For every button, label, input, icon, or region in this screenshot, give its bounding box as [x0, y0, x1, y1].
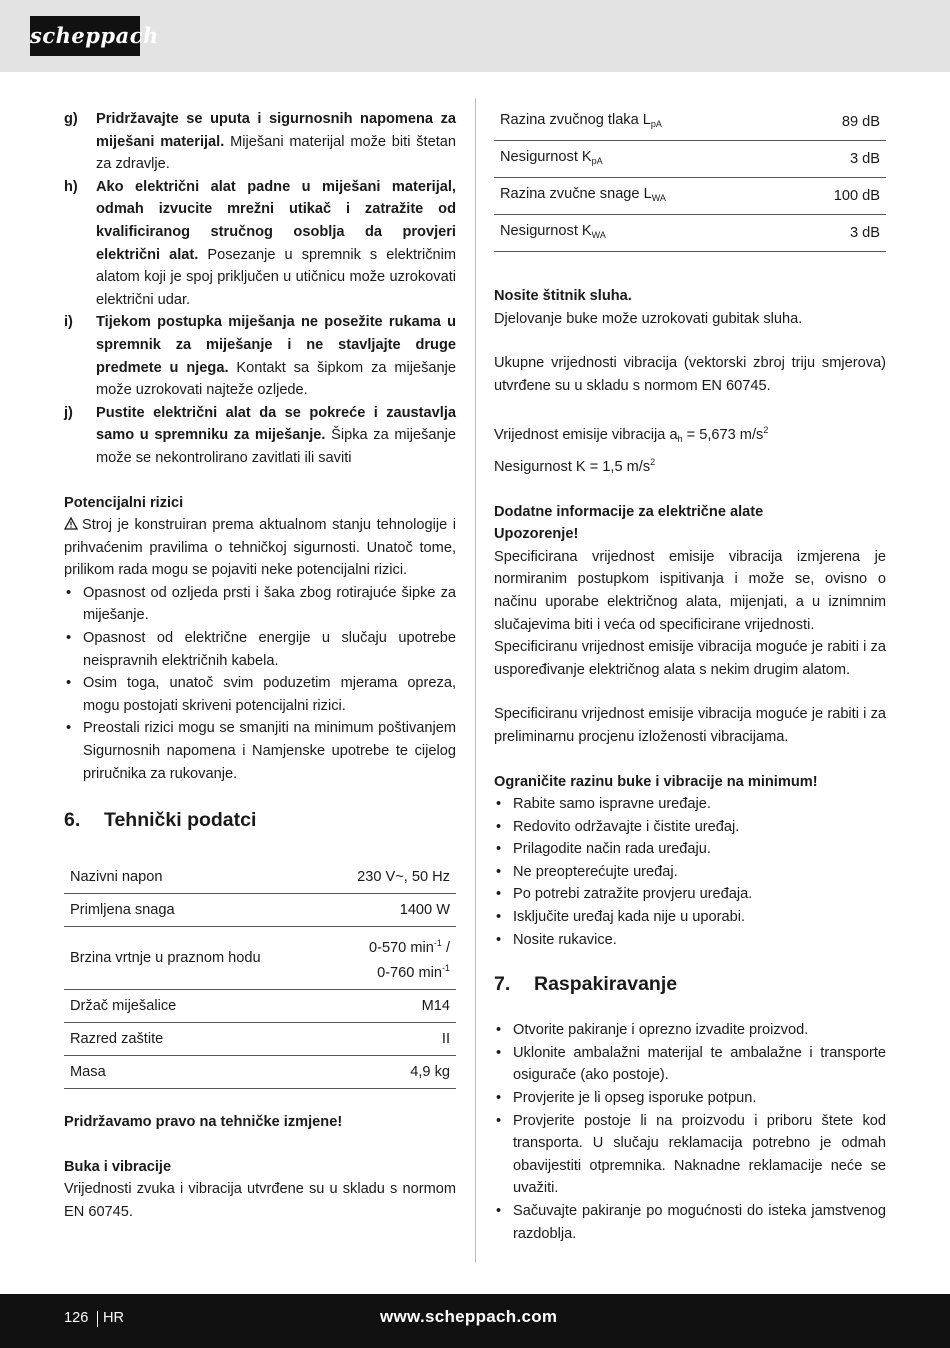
- noise-heading: Buka i vibracije: [64, 1158, 172, 1175]
- risks-heading: Potencijalni rizici: [64, 494, 184, 511]
- spec-label: Masa: [64, 1056, 322, 1089]
- sound-label: Nesigurnost $K_{pA}$: [494, 141, 789, 178]
- section-number: 6.: [64, 809, 81, 832]
- item-bold-text: Pustite električni alat da se pokreće i zaustavlja samo u spremniku za miješanje.: [96, 404, 456, 444]
- spec-value: 1400 W: [322, 894, 456, 927]
- spec-label: Brzina vrtnje u praznom hodu: [64, 927, 322, 990]
- hearing-protection-heading: Nosite štitnik sluha.: [494, 288, 632, 304]
- item-text: Posezanje u spremnik s električnim alatom koji je spoj priključen u utičnicu može uzrokovati električni udar.: [96, 246, 457, 308]
- list-item: • Po potrebi zatražite provjeru uređaja.: [494, 883, 886, 906]
- subscript: pA: [650, 119, 662, 129]
- sound-label: Nesigurnost $K_{WA}$: [494, 215, 789, 252]
- speed-value-2: 0-760 min: [377, 965, 442, 982]
- instruction-g: [64, 108, 456, 176]
- list-item: • Osim toga, unatoč svim poduzetim mjerama opreza, mogu postojati skriveni potencijalni rizici.: [64, 672, 456, 717]
- spec-label: Nazivni napon: [64, 861, 322, 894]
- unit-exponent: -1: [433, 938, 442, 949]
- noise-text: Vrijednosti zvuka i vibracija utvrđene su u skladu s normom EN 60745.: [64, 1181, 456, 1220]
- sound-value: 100 dB: [789, 178, 886, 215]
- item-bold-text: Pridržavajte se uputa i sigurnosnih napomena za miješani materijal.: [96, 111, 456, 150]
- reserve-notice: Pridržavamo pravo na tehničke izmjene!: [64, 1114, 343, 1131]
- table-row: [64, 990, 456, 1023]
- item-bold-text: Ako električni alat padne u miješani materijal, odmah izvucite mrežni utikač i zatražite od kvalificiranog stručnog osoblja da provjeri električni alat.: [96, 178, 456, 263]
- list-item: • Nosite rukavice.: [494, 929, 886, 952]
- item-text: Miješani materijal može biti štetan za zdravlje.: [96, 133, 456, 173]
- list-item: • Provjerite je li opseg isporuke potpun.: [494, 1087, 886, 1110]
- limit-heading: Ograničite razinu buke i vibracije na minimum!: [494, 773, 818, 790]
- list-item: • Ne preopterećujte uređaj.: [494, 861, 886, 884]
- list-item: • Opasnost od ozljeda prsti i šaka zbog rotirajuće šipke za miješanje.: [64, 582, 456, 627]
- speed-value-1: 0-570 min: [368, 940, 434, 957]
- warning-label: Upozorenje!: [494, 526, 579, 543]
- extra-paragraph-2: Specificiranu vrijednost emisije vibracija moguće je rabiti i za uspoređivanje električnog alata s nekim drugim alatom.: [494, 639, 886, 678]
- spec-value: II: [322, 1023, 456, 1056]
- risks-list: [64, 582, 456, 785]
- sound-value: 3 dB: [789, 215, 886, 252]
- table-row: [64, 927, 456, 990]
- section-title: Raspakiravanje: [534, 973, 678, 996]
- extra-info-heading: Dodatne informacije za električne alate: [494, 503, 764, 520]
- table-row: [494, 215, 886, 252]
- subscript: pA: [591, 156, 603, 166]
- unit-exponent: -1: [441, 963, 450, 974]
- item-text: Kontakt sa šipkom za miješanje može uzrokovati najteže ozljede.: [96, 359, 456, 399]
- separator: /: [441, 940, 450, 957]
- table-row: [64, 1023, 456, 1056]
- risks-intro: [64, 514, 456, 582]
- limit-list: [494, 793, 886, 951]
- table-row: [64, 861, 456, 894]
- extra-paragraph-1: Specificirana vrijednost emisije vibracija izmjerena je normiranim postupkom ispitivanja i može se, ovisno o načinu uporabe električnog alata, mijenjati, a u iznimnim slučajevima biti i veća od specificirane vrijednosti.: [494, 548, 886, 633]
- extra-paragraph-3: Specificiranu vrijednost emisije vibracija moguće je rabiti i za preliminarnu procjenu izloženosti vibracijama.: [494, 706, 886, 745]
- hearing-text: Djelovanje buke može uzrokovati gubitak sluha.: [494, 310, 803, 327]
- list-item: • Redovito održavajte i čistite uređaj.: [494, 816, 886, 839]
- item-label: g): [64, 111, 78, 127]
- item-label: h): [64, 178, 78, 195]
- table-row: [64, 1056, 456, 1089]
- spec-label: Primljena snaga: [64, 894, 322, 927]
- risks-intro-text: Stroj je konstruiran prema aktualnom stanju tehnologije i prihvaćenim pravilima o tehničkoj sigurnosti. Unatoč tome, prilikom rada mogu se pojaviti neke potencijalni rizici.: [64, 517, 456, 579]
- section-number: 7.: [494, 973, 511, 996]
- item-label: j): [64, 404, 73, 421]
- instruction-h: [64, 176, 456, 312]
- instruction-j: [64, 402, 456, 470]
- item-bold-text: Tijekom postupka miješanja ne posežite rukama u spremnik za miješanje i ne stavljajte druge predmete u njega.: [96, 314, 456, 376]
- sound-value: 89 dB: [789, 104, 886, 141]
- instruction-i: [64, 311, 456, 401]
- page-number: 126: [64, 1310, 89, 1326]
- section-6-heading: [64, 807, 456, 833]
- page-footer: [0, 1294, 950, 1348]
- list-item: • Preostali rizici mogu se smanjiti na minimum poštivanjem Sigurnosnih napomena i Namjenske upotrebe te cijelog priručnika za rukovanje.: [64, 717, 456, 785]
- list-item: • Rabite samo ispravne uređaje.: [494, 793, 886, 816]
- page-header: [0, 0, 950, 72]
- right-column: [494, 104, 886, 1245]
- list-item: • Isključite uređaj kada nije u uporabi.: [494, 906, 886, 929]
- warning-triangle-icon: [64, 517, 78, 530]
- item-label: i): [64, 314, 73, 331]
- table-row: [494, 104, 886, 141]
- vibration-uncertainty: Nesigurnost K = 1,5 $m/s^2$: [494, 456, 656, 475]
- vibration-total: Ukupne vrijednosti vibracija (vektorski zbroj triju smjerova) utvrđene su u skladu s normom EN 60745.: [494, 355, 886, 394]
- section-title: Tehnički podatci: [104, 809, 257, 832]
- spec-value: 230 V~, 50 Hz: [322, 861, 456, 894]
- item-text: Šipka za miješanje može se nekontrolirano zavitlati ili saviti: [96, 427, 457, 466]
- table-row: [494, 141, 886, 178]
- sound-label: Razina zvučnog tlaka $L_{pA}$: [494, 104, 789, 141]
- subscript: WA: [651, 193, 666, 203]
- sound-value: 3 dB: [789, 141, 886, 178]
- list-item: • Prilagodite način rada uređaju.: [494, 838, 886, 861]
- vibration-emission: Vrijednost emisije vibracija $a_h = 5,673$ $m/s^2$: [494, 425, 769, 445]
- unpack-list: [494, 1019, 886, 1245]
- spec-label: Razred zaštite: [64, 1023, 322, 1056]
- subscript: WA: [591, 230, 606, 240]
- list-item: • Sačuvajte pakiranje po mogućnosti do isteka jamstvenog razdoblja.: [494, 1200, 886, 1245]
- table-row: [494, 178, 886, 215]
- language-code: HR: [103, 1310, 125, 1326]
- table-row: [64, 894, 456, 927]
- website-url: www.scheppach.com: [380, 1307, 558, 1326]
- footer-separator: [97, 1311, 98, 1327]
- sound-data-table: [494, 104, 886, 252]
- list-item: • Provjerite postoje li na proizvodu i priboru štete kod transporta. U slučaju reklamacija potrebno je odmah obavijestiti otpremnika. Naknadne reklamacije neće se uvažiti.: [494, 1110, 886, 1200]
- spec-label: Držač miješalice: [64, 990, 322, 1023]
- spec-value: M14: [322, 990, 456, 1023]
- list-item: • Otvorite pakiranje i oprezno izvadite proizvod.: [494, 1019, 886, 1042]
- spec-value: 4,9 kg: [322, 1056, 456, 1089]
- list-item: • Opasnost od električne energije u slučaju upotrebe neispravnih električnih kabela.: [64, 627, 456, 672]
- list-item: • Uklonite ambalažni materijal te ambalažne i transporte osigurače (ako postoje).: [494, 1042, 886, 1087]
- left-column: [64, 108, 456, 1224]
- section-7-heading: [494, 971, 886, 997]
- scheppach-logo: scheppach: [30, 16, 140, 56]
- column-divider: [475, 98, 476, 1263]
- sound-label: Razina zvučne snage $L_{WA}$: [494, 178, 789, 215]
- spec-value: [322, 927, 456, 990]
- technical-data-table: [64, 861, 456, 1089]
